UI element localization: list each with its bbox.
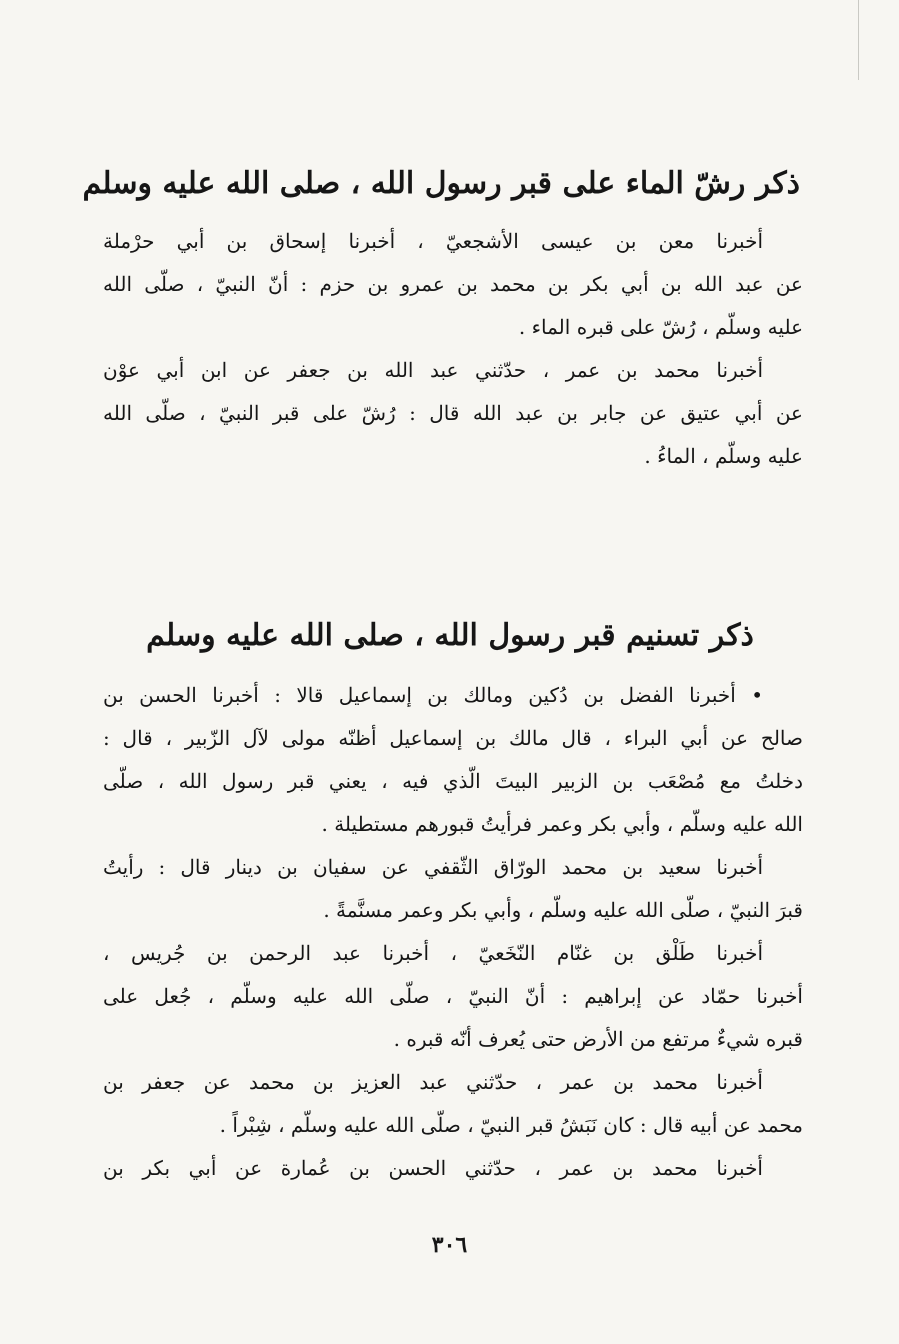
text-line: أخبرنا سعيد بن محمد الورّاق الثّقفي عن سفيان بن دينار قال : رأيتُ xyxy=(103,855,763,879)
text-line: أخبرنا طَلْق بن غنّام النّخَعيّ ، أخبرنا عبد الرحمن بن جُريس ، xyxy=(103,941,763,965)
text-line: أخبرنا حمّاد عن إبراهيم : أنّ النبيّ ، صلّى الله عليه وسلّم ، جُعل على xyxy=(103,984,803,1008)
text-line: أخبرنا معن بن عيسى الأشجعيّ ، أخبرنا إسحاق بن أبي حرْملة xyxy=(103,229,763,253)
text-line: عليه وسلّم ، الماءُ . xyxy=(644,444,803,468)
paragraph xyxy=(103,932,803,1061)
section-2-body xyxy=(103,674,803,1190)
text-line: قبره شيءٌ مرتفع من الأرض حتى يُعرف أنّه قبره . xyxy=(393,1027,803,1051)
text-line: عليه وسلّم ، رُشّ على قبره الماء . xyxy=(518,315,803,339)
section-1-body xyxy=(103,220,803,478)
text-line: عن عبد الله بن أبي بكر بن محمد بن عمرو بن حزم : أنّ النبيّ ، صلّى الله xyxy=(103,272,803,296)
margin-rule xyxy=(858,0,859,80)
text-line: قبرَ النبيّ ، صلّى الله عليه وسلّم ، وأبي بكر وعمر مسنَّمةً . xyxy=(323,898,803,922)
text-line: محمد عن أبيه قال : كان نَبَشُ قبر النبيّ ، صلّى الله عليه وسلّم ، شِبْراً . xyxy=(219,1113,803,1137)
text-line: الله عليه وسلّم ، وأبي بكر وعمر فرأيتُ قبورهم مستطيلة . xyxy=(321,812,803,836)
text-line: دخلتُ مع مُصْعَب بن الزبير البيتَ الّذي فيه ، يعني قبر رسول الله ، صلّى xyxy=(103,769,803,793)
text-line: أخبرنا محمد بن عمر ، حدّثني الحسن بن عُمارة عن أبي بكر بن xyxy=(103,1156,763,1180)
text-line: أخبرنا محمد بن عمر ، حدّثني عبد الله بن جعفر عن ابن أبي عوْن xyxy=(103,358,763,382)
paragraph xyxy=(103,1147,803,1190)
paragraph xyxy=(103,220,803,349)
page-number: ٣٠٦ xyxy=(431,1232,468,1258)
text-line: • أخبرنا الفضل بن دُكين ومالك بن إسماعيل قالا : أخبرنا الحسن بن xyxy=(103,683,763,707)
text-line: عن أبي عتيق عن جابر بن عبد الله قال : رُشّ على قبر النبيّ ، صلّى الله xyxy=(103,401,803,425)
section-heading-2: ذكر تسنيم قبر رسول الله ، صلى الله عليه وسلم xyxy=(146,618,754,654)
paragraph xyxy=(103,1061,803,1147)
section-heading-1: ذكر رشّ الماء على قبر رسول الله ، صلى الله عليه وسلم xyxy=(82,166,800,202)
paragraph xyxy=(103,349,803,478)
paragraph xyxy=(103,674,803,846)
text-line: أخبرنا محمد بن عمر ، حدّثني عبد العزيز بن محمد عن جعفر بن xyxy=(103,1070,763,1094)
text-line: صالح عن أبي البراء ، قال مالك بن إسماعيل أظنّه مولى لآل الزّبير ، قال : xyxy=(103,726,803,750)
paragraph xyxy=(103,846,803,932)
